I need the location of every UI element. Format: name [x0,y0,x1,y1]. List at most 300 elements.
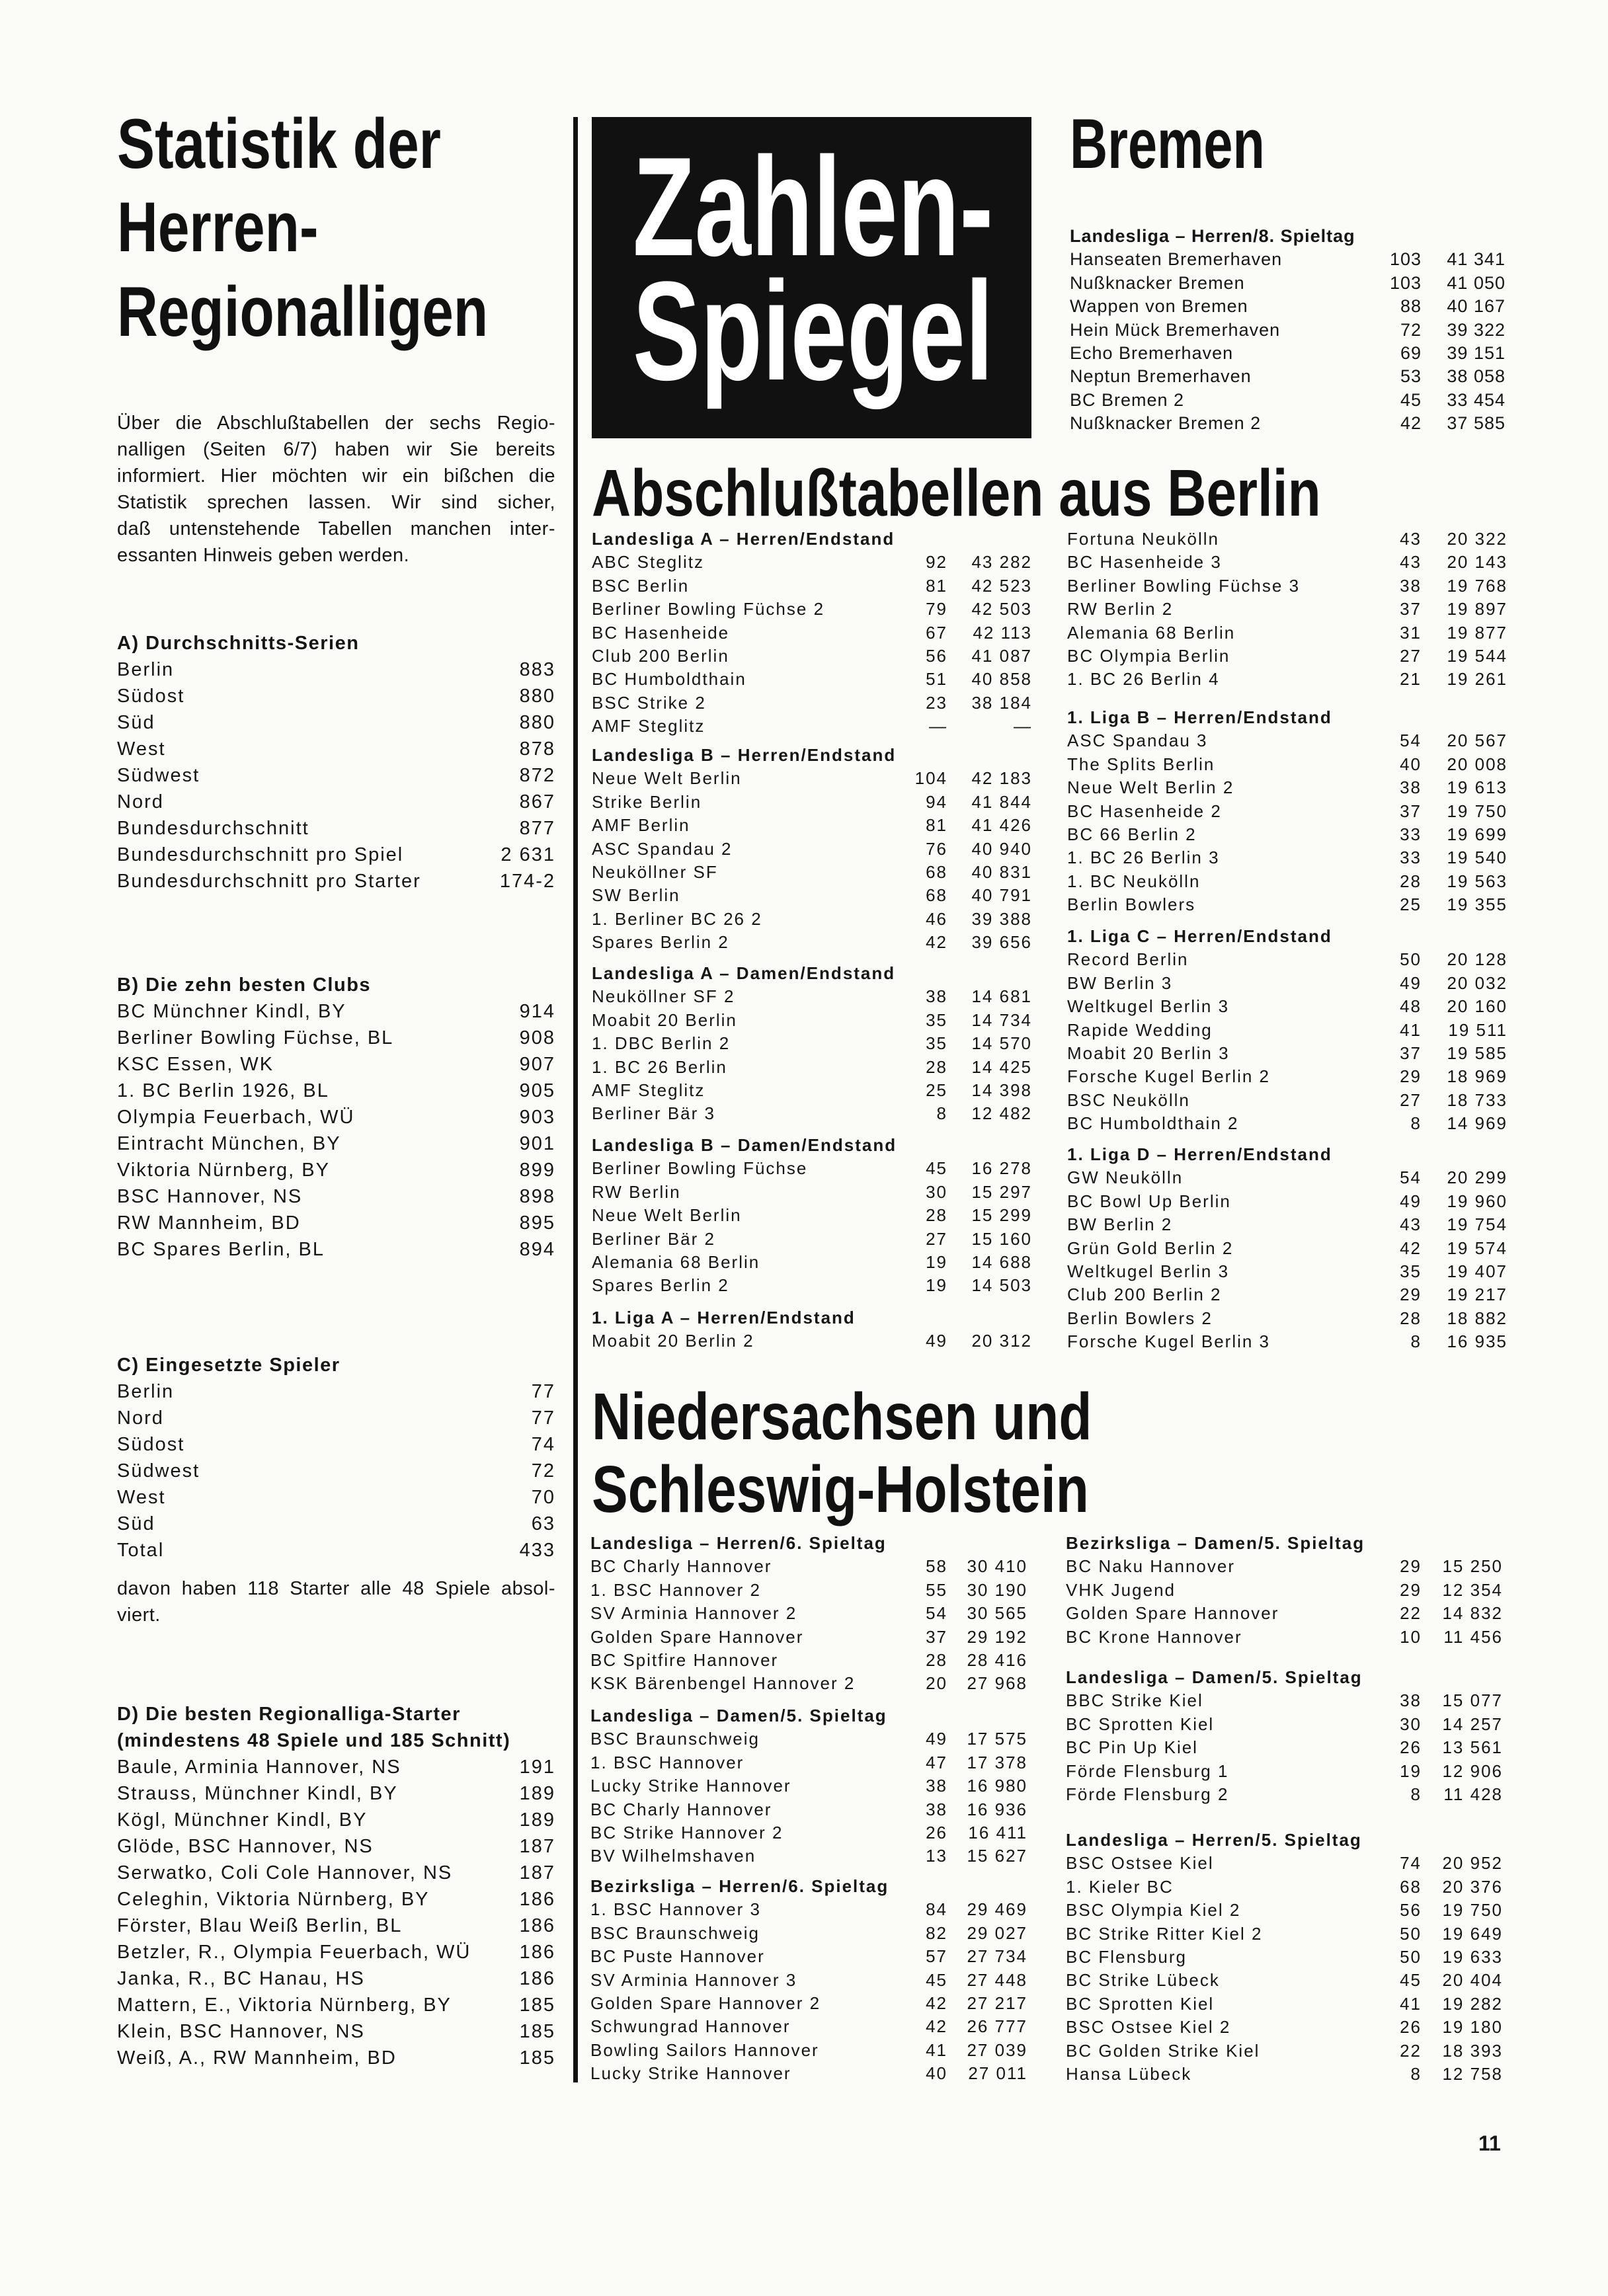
points: 30 [926,1181,947,1202]
table-row [117,1511,555,1537]
table-row [1067,551,1508,574]
team-name: 1. BC 26 Berlin 4 [1067,669,1220,690]
value: 905 [519,1080,555,1101]
pins: 19 511 [1448,1019,1508,1040]
table-row [592,838,1032,861]
table-row [1067,1283,1508,1306]
team-name: Golden Spare Hannover [1066,1603,1279,1624]
points: 42 [926,1993,947,2013]
team-name: Berliner Bär 2 [592,1228,715,1249]
table-row [117,1431,555,1458]
table-title: Landesliga – Damen/5. Spieltag [1066,1667,1363,1687]
value: 2 631 [501,844,555,865]
pins: 20 160 [1447,996,1508,1017]
team-name: Alemania 68 Berlin [592,1251,760,1272]
points: 56 [1400,1900,1422,1920]
table-row [1066,1689,1503,1712]
pins: 27 448 [967,1969,1027,1990]
points: 27 [926,1228,947,1249]
value: 914 [519,1001,555,1022]
points: 43 [1400,1214,1422,1235]
table-row [590,1922,1027,1945]
table-row [592,1056,1032,1079]
region: Süd [117,1513,155,1534]
label: Süd [117,712,155,733]
value: 433 [519,1540,555,1561]
label: Bundesdurchschnitt pro Spiel [117,844,404,865]
value: 74 [531,1434,555,1455]
value: 878 [519,738,555,760]
pins: 16 935 [1447,1331,1508,1352]
bremen-heading: Bremen [1070,104,1265,183]
team-name: 1. BC 26 Berlin [592,1056,727,1077]
pins: 17 575 [967,1729,1027,1749]
team-name: GW Neukölln [1067,1168,1184,1188]
value: 189 [519,1809,555,1831]
table-title: Landesliga B – Herren/Endstand [592,745,897,765]
pins: 41 426 [971,815,1032,836]
team-name: Neuköllner SF [592,861,718,882]
note-line: viert. [117,1604,161,1626]
club-name: Eintracht München, BY [117,1133,341,1154]
pins: 12 906 [1442,1761,1503,1781]
pins: 19 355 [1447,894,1508,915]
points: 19 [926,1275,947,1296]
table-row [1067,528,1508,551]
team-name: BC Spitfire Hannover [590,1649,779,1670]
team-name: BC Bremen 2 [1070,389,1185,410]
table-row [117,868,555,894]
points: 38 [1400,777,1422,798]
pins: 14 503 [971,1275,1032,1296]
team-name: BC Bowl Up Berlin [1067,1191,1231,1211]
pins: 29 192 [967,1626,1027,1647]
table-row [117,1780,555,1807]
logo-line-2: Spiegel [633,253,994,410]
team-name: ABC Steglitz [592,552,704,573]
points: 40 [926,2063,947,2084]
value: 77 [531,1407,555,1429]
table-title: Landesliga – Herren/5. Spieltag [1066,1830,1362,1850]
nds-bezirksliga-damen [1066,1532,1503,1649]
table-row [117,1886,555,1913]
section-d-top-starters [117,1701,555,2071]
points: 56 [926,645,947,666]
team-name: 1. Kieler BC [1066,1876,1174,1897]
points: 10 [1400,1626,1422,1647]
team-name: Moabit 20 Berlin [592,1009,737,1030]
table-row [117,1104,555,1130]
team-name: ASC Spandau 2 [592,838,733,859]
table-title: 1. Liga B – Herren/Endstand [1067,707,1332,727]
points: 37 [1400,801,1422,821]
table-row [1067,1089,1508,1112]
pins: 40 940 [971,838,1032,859]
region: Südwest [117,1460,200,1482]
pins: 41 341 [1447,249,1506,270]
team-name: BC Flensburg [1066,1946,1187,1967]
table-title: 1. Liga C – Herren/Endstand [1067,926,1332,946]
table-row [117,1236,555,1263]
team-name: 1. BC 26 Berlin 3 [1067,848,1220,868]
team-name: BC Hasenheide [592,622,730,643]
team-name: Berliner Bowling Füchse 2 [592,599,825,619]
table-row [117,842,555,868]
points: 38 [926,986,947,1007]
points: 43 [1400,529,1422,549]
points: 22 [1400,2040,1422,2061]
pins: 16 980 [967,1776,1027,1796]
pins: 20 952 [1442,1853,1503,1874]
table-row [1070,412,1506,435]
table-row [117,789,555,815]
table-row [117,1754,555,1780]
label: Südwest [117,765,200,786]
team-name: Golden Spare Hannover [590,1626,804,1647]
points: 29 [1400,1556,1422,1577]
table-row [1067,870,1508,893]
points: 76 [926,838,947,859]
pins: 39 388 [971,908,1032,929]
team-name: 1. BSC Hannover 2 [590,1579,762,1600]
pins: 20 404 [1442,1970,1503,1991]
table-row [117,1025,555,1051]
team-name: Rapide Wedding [1067,1019,1213,1040]
table-row [117,709,555,736]
pins: 15 299 [971,1205,1032,1226]
table-row [592,1079,1032,1102]
team-name: SW Berlin [592,885,680,906]
pins: 26 777 [967,2016,1027,2037]
table-row [592,692,1032,715]
points: 21 [1400,669,1422,690]
table-title: Landesliga B – Damen/Endstand [592,1135,897,1155]
team-name: Nußknacker Bremen 2 [1070,413,1262,434]
team-name: BC Humboldthain [592,669,746,690]
table-row [1067,598,1508,621]
points: 28 [926,1056,947,1077]
points: 27 [1400,645,1422,666]
table-row [117,2045,555,2071]
team-name: Echo Bremerhaven [1070,342,1234,363]
points: 26 [926,1822,947,1842]
player-name: Betzler, R., Olympia Feuerbach, WÜ [117,1942,471,1963]
team-name: Nußknacker Bremen [1070,272,1245,293]
points: 28 [1400,871,1422,891]
table-row [592,1329,1032,1353]
table-row [1067,1260,1508,1283]
section-c-players-used [117,1352,555,1564]
team-name: 1. Berliner BC 26 2 [592,908,762,929]
table-row [1067,668,1508,691]
table-row [117,2018,555,2045]
value: 186 [519,1915,555,1936]
value: 174-2 [499,871,555,892]
value: 185 [519,2021,555,2042]
pins: 29 469 [967,1899,1027,1920]
team-name: Bowling Sailors Hannover [590,2039,819,2060]
table-row [1066,2039,1503,2063]
team-name: Lucky Strike Hannover [590,1776,791,1796]
team-name: RW Berlin 2 [1067,599,1174,619]
team-name: AMF Steglitz [592,716,705,736]
table-row [117,1051,555,1078]
pins: 13 561 [1442,1737,1503,1758]
berlin-landesliga-a-herren [592,528,1032,738]
table-row [1066,1852,1503,1875]
team-name: Lucky Strike Hannover [590,2063,791,2084]
pins: 28 416 [967,1649,1027,1670]
table-row [592,884,1032,907]
table-row [1070,272,1506,295]
pins: 39 322 [1447,319,1506,340]
left-title-line-2: Herren- [117,187,319,266]
pins: 43 282 [971,552,1032,573]
points: 38 [926,1776,947,1796]
table-row [590,1898,1027,1921]
sh-landesliga-herren [1066,1829,1503,2086]
pins: 20 299 [1447,1168,1508,1188]
club-name: 1. BC Berlin 1926, BL [117,1080,329,1101]
pins: 15 250 [1442,1556,1503,1577]
table-row [1067,893,1508,916]
points: 37 [1400,599,1422,619]
points: 47 [926,1752,947,1772]
team-name: RW Berlin [592,1181,681,1202]
berlin-landesliga-a-damen [592,962,1032,1126]
value: 185 [519,2047,555,2069]
points: 19 [926,1251,947,1272]
team-name: Golden Spare Hannover 2 [590,1993,821,2013]
table-row [590,1992,1027,2015]
team-name: BC Golden Strike Kiel [1066,2040,1260,2061]
points: 49 [1400,972,1422,993]
table-row [590,1844,1027,1868]
table-row [117,1807,555,1833]
points: 40 [1400,754,1422,774]
pins: 19 897 [1447,599,1508,619]
value: 187 [519,1862,555,1883]
team-name: Strike Berlin [592,791,702,812]
pins: 15 627 [967,1846,1027,1866]
team-name: Moabit 20 Berlin 3 [1067,1043,1230,1063]
value: 189 [519,1783,555,1804]
points: 54 [1400,731,1422,751]
value: 867 [519,791,555,812]
player-name: Klein, BSC Hannover, NS [117,2021,365,2042]
section-c-note [117,1575,555,1628]
table-row [1066,1579,1503,1602]
team-name: Record Berlin [1067,949,1189,970]
pins: 20 567 [1447,731,1508,751]
table-row [117,815,555,842]
points: 45 [1400,389,1422,410]
table-row [1067,753,1508,776]
team-name: Club 200 Berlin [592,645,729,666]
team-name: Neue Welt Berlin 2 [1067,777,1234,798]
table-row [1066,1946,1503,1969]
pins: 14 969 [1447,1113,1508,1134]
region: Berlin [117,1381,175,1402]
berlin-landesliga-b-herren [592,744,1032,955]
table-row [1067,1112,1508,1135]
pins: 40 858 [971,669,1032,690]
table-row [592,1181,1032,1204]
points: 8 [1410,1331,1422,1352]
points: 81 [926,815,947,836]
intro-line: informiert. Hier möchten wir ein bißchen die [117,465,555,487]
team-name: Förde Flensburg 1 [1066,1761,1229,1781]
points: 37 [926,1626,947,1647]
table-row [592,1157,1032,1180]
team-name: Weltkugel Berlin 3 [1067,1261,1230,1281]
label: Bundesdurchschnitt [117,818,309,839]
club-name: Viktoria Nürnberg, BY [117,1160,330,1181]
team-name: AMF Steglitz [592,1080,705,1100]
table-row [590,1649,1027,1672]
team-name: Berlin Bowlers 2 [1067,1308,1213,1328]
points: 53 [1400,366,1422,387]
points: 54 [1400,1168,1422,1188]
points: 58 [926,1556,947,1577]
points: 94 [926,791,947,812]
pins: 19 563 [1447,871,1508,891]
team-name: 1. BSC Hannover 3 [590,1899,762,1920]
value: 895 [519,1212,555,1234]
pins: 20 128 [1447,949,1508,970]
table-row [592,668,1032,691]
pins: 19 960 [1447,1191,1508,1211]
club-name: Berliner Bowling Füchse, BL [117,1027,394,1049]
table-row [592,1102,1032,1125]
pins: 14 570 [971,1033,1032,1054]
team-name: BC Olympia Berlin [1067,645,1230,666]
team-name: Forsche Kugel Berlin 2 [1067,1066,1271,1087]
points: 68 [1400,1876,1422,1897]
table-row [1066,1626,1503,1649]
team-name: BC Charly Hannover [590,1799,772,1819]
points: 84 [926,1899,947,1920]
pins: 14 832 [1442,1603,1503,1624]
table-row [590,1555,1027,1578]
table-row [592,908,1032,931]
points: 92 [926,552,947,573]
pins: 19 613 [1447,777,1508,798]
table-row [1070,389,1506,412]
player-name: Celeghin, Viktoria Nürnberg, BY [117,1889,430,1910]
niedersachsen-heading-line-2: Schleswig-Holstein [592,1452,1089,1526]
pins: 15 160 [971,1228,1032,1249]
table-row [592,715,1032,738]
table-title: Landesliga – Damen/5. Spieltag [590,1706,887,1725]
team-name: 1. DBC Berlin 2 [592,1033,731,1054]
points: 29 [1400,1066,1422,1087]
table-row [117,1992,555,2018]
column-divider [573,117,578,2082]
table-row [117,1378,555,1405]
points: 49 [926,1729,947,1749]
pins: 16 936 [967,1799,1027,1819]
logo-line-1: Zahlen- [633,128,994,286]
value: 880 [519,712,555,733]
value: 70 [531,1487,555,1508]
points: 8 [1410,2063,1422,2084]
value: 77 [531,1381,555,1402]
table-row [592,621,1032,645]
team-name: BC Sprotten Kiel [1066,1714,1215,1734]
pins: 27 011 [968,2063,1027,2084]
table-row [117,762,555,789]
table-title: D) Die besten Regionalliga-Starter [117,1704,461,1725]
table-row [592,814,1032,837]
club-name: KSC Essen, WK [117,1054,274,1075]
pins: 38 184 [971,692,1032,713]
table-title: Landesliga – Herren/6. Spieltag [590,1533,887,1553]
team-name: BC Charly Hannover [590,1556,772,1577]
points: 45 [926,1158,947,1179]
pins: 20 008 [1447,754,1508,774]
team-name: BSC Olympia Kiel 2 [1066,1900,1241,1920]
table-row [592,645,1032,668]
pins: 19 750 [1447,801,1508,821]
team-name: BC Naku Hannover [1066,1556,1235,1577]
label: Nord [117,791,164,812]
team-name: Förde Flensburg 2 [1066,1784,1229,1804]
points: 38 [1400,1690,1422,1711]
table-title: Landesliga A – Damen/Endstand [592,963,896,983]
player-name: Serwatko, Coli Cole Hannover, NS [117,1862,453,1883]
pins: 14 257 [1442,1714,1503,1734]
intro-paragraph [117,410,555,569]
table-row [1066,1760,1503,1783]
team-name: BW Berlin 3 [1067,972,1173,993]
pins: 19 217 [1447,1285,1508,1305]
team-name: BC Puste Hannover [590,1946,765,1967]
nds-bezirksliga-herren [590,1875,1027,2086]
points: 25 [926,1080,947,1100]
table-row [1066,1993,1503,2016]
player-name: Glöde, BSC Hannover, NS [117,1836,374,1857]
pins: 42 523 [971,575,1032,596]
team-name: Berlin Bowlers [1067,894,1196,915]
table-row [1066,1899,1503,1922]
points: 50 [1400,1946,1422,1967]
table-row [590,1821,1027,1844]
team-name: VHK Jugend [1066,1579,1176,1600]
left-title-line-1: Statistik der [117,104,441,183]
table-row [592,985,1032,1008]
pins: 20 032 [1447,972,1508,993]
pins: 41 844 [971,791,1032,812]
pins: 14 734 [971,1009,1032,1030]
points: 50 [1400,949,1422,970]
club-name: BSC Hannover, NS [117,1186,303,1207]
team-name: Schwungrad Hannover [590,2016,791,2037]
points: 22 [1400,1603,1422,1624]
value: 187 [519,1836,555,1857]
team-name: 1. BC Neukölln [1067,871,1201,891]
pins: 16 278 [971,1158,1032,1179]
points: 23 [926,692,947,713]
pins: 19 544 [1447,645,1508,666]
points: 31 [1400,622,1422,643]
label: Bundesdurchschnitt pro Starter [117,871,421,892]
table-title: Bezirksliga – Herren/6. Spieltag [590,1876,889,1896]
points: 41 [1400,1019,1422,1040]
table-row [1067,1190,1508,1213]
pins: 20 143 [1447,552,1508,573]
table-title: 1. Liga A – Herren/Endstand [592,1308,856,1327]
